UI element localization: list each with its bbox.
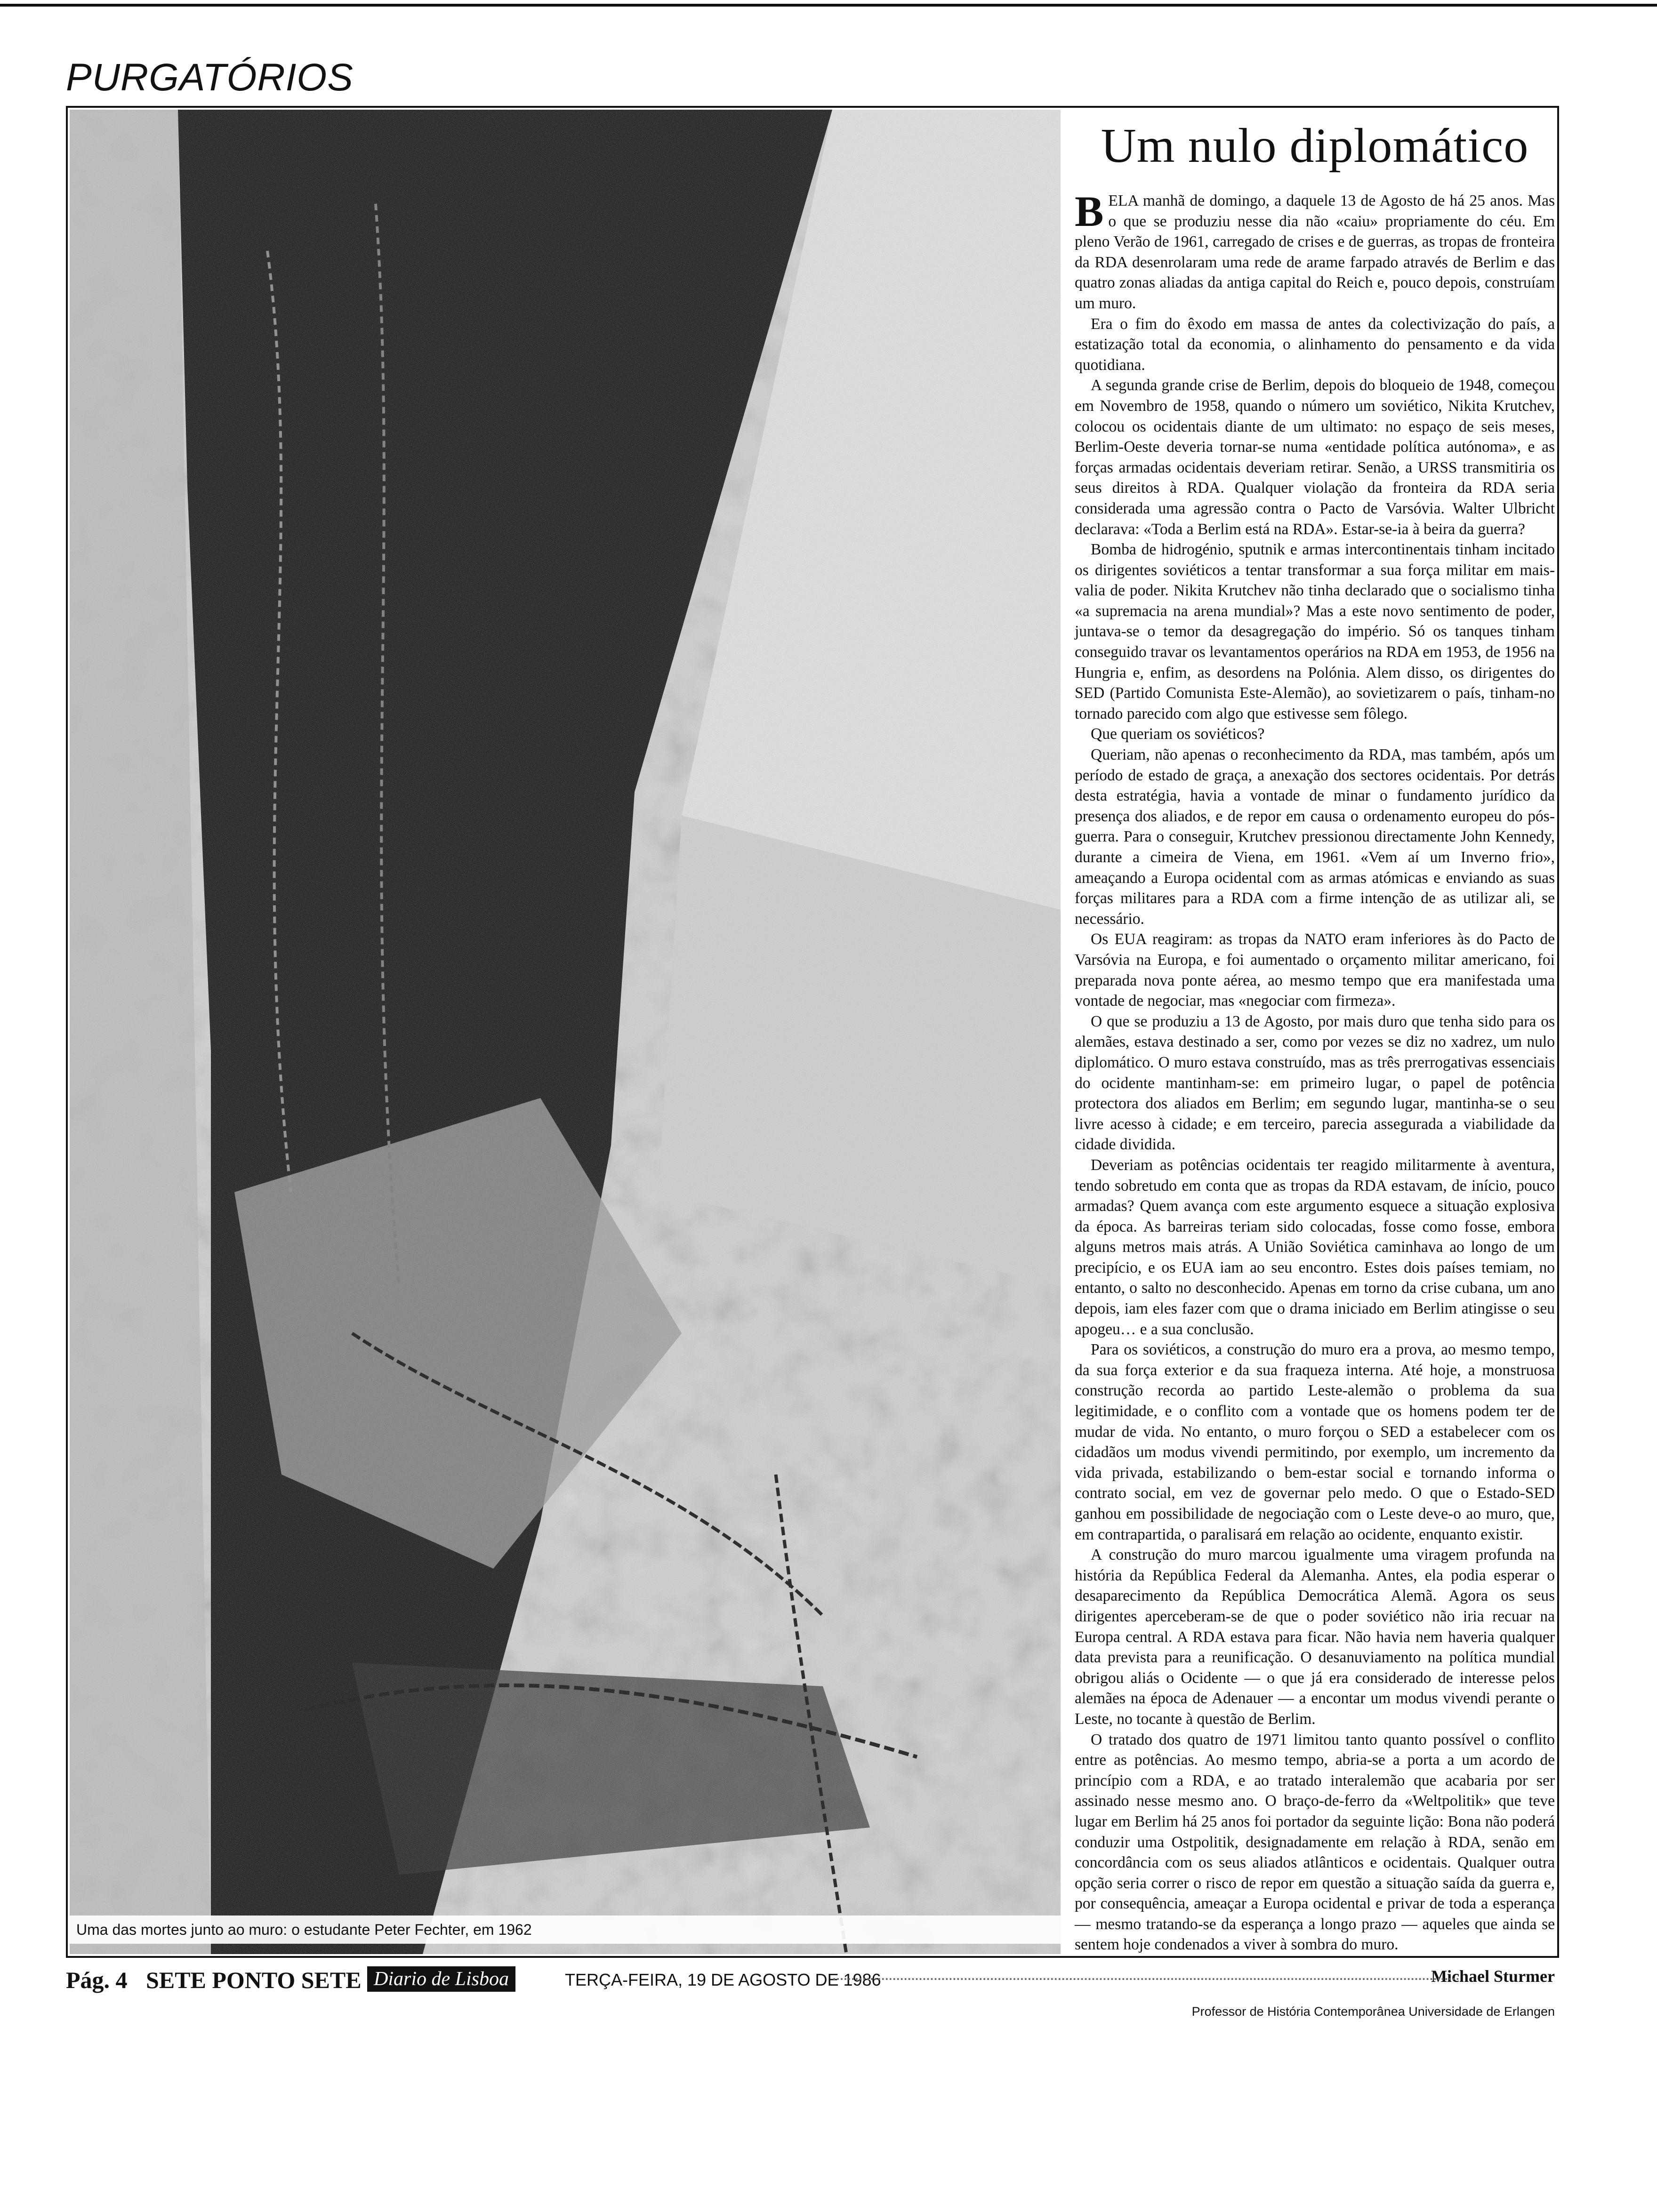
paragraph-2: Era o fim do êxodo em massa de antes da colectivização do país, a estatização total da economia, o alinhamento do pensamento e da vida quotidiana. [1075, 315, 1555, 374]
paragraph-11: A construção do muro marcou igualmente uma viragem profunda na história da República Federal da Alemanha. Antes, ela podia esperar o desaparecimento da República Democrática Alemã. Agora os seus dirigentes aperceberam-se de que o poder soviético não iria recuar na Europa central. A RDA estava para ficar. Não havia nem haveria qualquer data prevista para a reunificação. O desanuviamento na política mundial obrigou aliás o Ocidente — o que já era considerado de interesse pelos alemães na época de Adenauer — a encontar um modus vivendi perante o Leste, no tocante à questão de Berlim. [1075, 1546, 1555, 1728]
drop-cap: B [1075, 187, 1104, 235]
paragraph-6: Queriam, não apenas o reconhecimento da RDA, mas também, após um período de estado de graça, a anexação dos sectores ocidentais. Por detrás desta estratégia, havia a vontade de minar o fundamento jurídico da presença dos aliados, e de repor em causa o ordenamento europeu do pós-guerra. Para o conseguir, Krutchev pressionou directamente John Kennedy, durante a cimeira de Viena, em 1961. «Vem aí um Inverno frio», ameaçando a Europa ocidental com as armas atómicas e enviando as suas forças militares para a RDA com a firme intenção de as utilizar ali, se necessário. [1075, 746, 1555, 928]
paragraph-4: Bomba de hidrogénio, sputnik e armas intercontinentais tinham incitado os dirigentes soviéticos a tentar transformar a sua força militar em mais-valia de poder. Nikita Krutchev não tinha declarado que o socialismo tinha «a supremacia na arena mundial»? Mas a este novo sentimento de poder, juntava-se o temor da desagregação do império. Só os tanques tinham conseguido travar os levantamentos operários na RDA em 1953, de 1956 na Hungria e, enfim, as desordens na Polónia. Alem disso, os dirigentes do SED (Partido Comunista Este-Alemão), ao sovietizarem o país, tinham-no tornado parecido com algo que estivesse sem fôlego. [1075, 541, 1555, 722]
berlin-wall-photo [70, 110, 1061, 1954]
paragraph-9: Deveriam as potências ocidentais ter reagido militarmente à aventura, tendo sobretudo em conta que as tropas da RDA estavam, de início, pouco armadas? Quem avança com este argumento esquece a situação explosiva da época. As barreiras teriam sido colocadas, fosse como fosse, embora alguns metros mais atrás. A União Soviética caminhava ao longo de um precipício, e os EUA iam ao seu encontro. Estes dois países temiam, no entanto, o salto no desconhecido. Apenas em torno da crise cubana, um ano depois, iam eles fazer com que o drama iniciado em Berlim atingisse o seu apogeu… e a sua conclusão. [1075, 1156, 1555, 1338]
article-body [1075, 187, 1555, 1955]
photo-caption: Uma das mortes junto ao muro: o estudante Peter Fechter, em 1962 [70, 1915, 1061, 1944]
section-label: PURGATÓRIOS [66, 56, 354, 99]
paragraph-8: O que se produziu a 13 de Agosto, por mais duro que tenha sido para os alemães, estava destinado a ser, como por vezes se diz no xadrez, um nulo diplomático. O muro estava construído, mas as três prerrogativas essenciais do ocidente mantinham-se: em primeiro lugar, o papel de potência protectora dos aliados em Berlim; em segundo lugar, mantinha-se o seu livre acesso à cidade; e em terceiro, parecia assegurada a viabilidade da cidade dividida. [1075, 1012, 1555, 1154]
newspaper-masthead: Diario de Lisboa [367, 1966, 515, 1992]
paragraph-1 [1075, 187, 1555, 314]
paragraph-12: O tratado dos quatro de 1971 limitou tanto quanto possível o conflito entre as potências. Ao mesmo tempo, abria-se a porta a um acordo de princípio com a RDA, e ao tratado interalemão que acabaria por ser assinado nesse mesmo ano. O braço-de-ferro da «Weltpolitik» que teve lugar em Berlim há 25 anos foi portador da seguinte lição: Bona não poderá conduzir uma Ostpolitik, designadamente em relação à RDA, senão em concordância com os seus aliados atlânticos e ocidentais. Qualquer outra opção seria correr o risco de repor em questão a situação saída da guerra e, por consequência, ameaçar a Europa ocidental e privar de toda a esperança — mesmo tratando-se da esperança a longo prazo — aqueles que ainda se sentem hoje condenados a viver à sombra do muro. [1075, 1731, 1555, 1954]
top-rule [0, 4, 1657, 7]
article [1075, 115, 1555, 2020]
paragraph-7: Os EUA reagiram: as tropas da NATO eram inferiores às do Pacto de Varsóvia na Europa, e foi aumentado o orçamento militar americano, foi preparada nova ponte aérea, ao mesmo tempo que era manifestada uma vontade de negociar, mas «negociar com firmeza». [1075, 930, 1555, 1010]
photo-graphic [70, 110, 1061, 1954]
paragraph-10: Para os soviéticos, a construção do muro era a prova, ao mesmo tempo, da sua força exterior e da sua fraqueza interna. Até hoje, a monstruosa construção recorda ao partido Leste-alemão o problema da sua legitimidade, e o conflito com a vontade que os homens podem ter de mudar de vida. No entanto, o muro forçou o SED a estabelecer com os cidadãos um modus vivendi permitindo, por exemplo, um incremento da vida privada, estabilizando o bem-estar social e tornando informa o contrato social, em vez de governar pelo medo. O que o Estado-SED ganhou em possibilidade de negociação com o Leste deve-o ao muro, que, em contrapartida, o paralisará em relação ao ocidente, enquanto existir. [1075, 1341, 1555, 1543]
print-noise [833, 1978, 1459, 1985]
paragraph-5: Que queriam os soviéticos? [1091, 725, 1265, 743]
issue-date: TERÇA-FEIRA, 19 DE AGOSTO DE 1986 [565, 1970, 881, 1989]
author-title: Professor de História Contemporânea Universidade de Erlangen [1191, 2004, 1555, 2019]
author-name: Michael Sturmer [1431, 1967, 1555, 1986]
paragraph-3: A segunda grande crise de Berlim, depois do bloqueio de 1948, começou em Novembro de 1958, quando o número um soviético, Nikita Krutchev, colocou os ocidentais diante de um ultimato: no espaço de seis meses, Berlim-Oeste deveria tornar-se numa «entidade política autónoma», e as forças armadas ocidentais deveriam retirar. Senão, a URSS transmitiria os seus direitos à RDA. Qualquer violação da fronteira da RDA seria considerada uma agressão contra o Pacto de Varsóvia. Walter Ulbricht declarava: «Toda a Berlim está na RDA». Estar-se-ia à beira da guerra? [1075, 377, 1555, 538]
supplement-name: SETE PONTO SETE [146, 1967, 362, 1993]
page-number: Pág. 4 [66, 1967, 128, 1993]
paragraph-1-text: ELA manhã de domingo, a daquele 13 de Agosto de há 25 anos. Mas o que se produziu nesse dia não «caiu» propriamente do céu. Em pleno Verão de 1961, carregado de crises e de guerras, as tropas de fronteira da RDA desenrolaram uma rede de arame farpado através de Berlim e das quatro zonas aliadas da antiga capital do Reich e, pouco depois, construíam um muro. [1075, 192, 1555, 312]
headline: Um nulo diplomático [1101, 119, 1529, 173]
